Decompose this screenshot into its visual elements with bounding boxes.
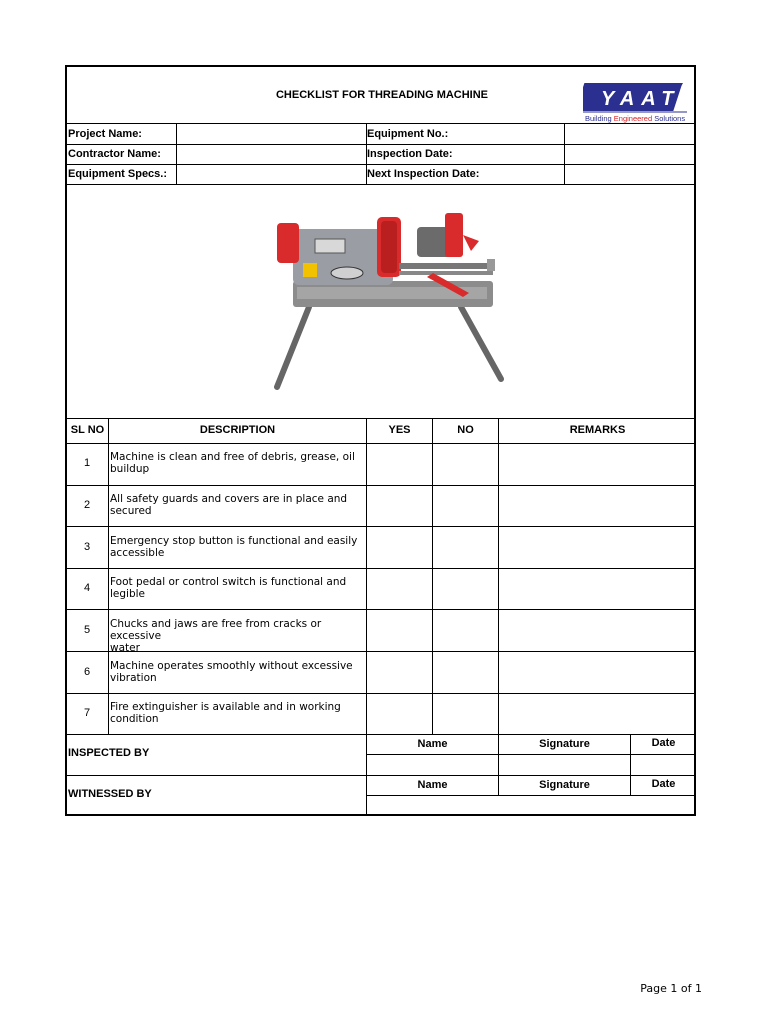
svg-text:YAAT: YAAT [601,88,681,110]
row-7-number: 7 [83,707,91,719]
header-description: DESCRIPTION [199,424,276,436]
page-number: Page 1 of 1 [640,982,702,995]
header-remarks: REMARKS [569,424,626,436]
next-inspection-date-field[interactable] [565,165,696,184]
row-6-description: Machine operates smoothly without excessive vibration [110,660,353,684]
svg-text:Building Engineered Solutions: Building Engineered Solutions [585,114,686,123]
row-1-no-cell[interactable] [433,444,498,485]
contractor-name-field[interactable] [177,145,366,164]
inspected-name-field[interactable] [367,755,498,775]
contractor-name-label: Contractor Name: [68,148,161,160]
witnessed-by-label: WITNESSED BY [68,788,152,800]
row-1-number: 1 [83,457,91,469]
row-3-number: 3 [83,541,91,553]
checklist-form [65,65,696,816]
row-2-number: 2 [83,499,91,511]
witnessed-name-header: Name [417,779,448,791]
row-3-description: Emergency stop button is functional and easily accessible [110,535,358,559]
threading-machine-image [249,195,549,395]
row-2-description: All safety guards and covers are in place and secured [110,493,348,517]
equipment-specs-field[interactable] [177,165,366,184]
header-no: NO [457,424,474,436]
project-name-label: Project Name: [68,128,142,140]
inspection-date-label: Inspection Date: [367,148,453,160]
row-5-number: 5 [83,624,91,636]
inspected-signature-header: Signature [539,738,590,750]
project-name-field[interactable] [177,124,366,144]
row-4-number: 4 [83,582,91,594]
form-title: CHECKLIST FOR THREADING MACHINE [275,89,489,101]
row-5-description: Chucks and jaws are free from cracks or excessive water [110,618,322,654]
inspected-by-label: INSPECTED BY [68,747,150,759]
inspected-date-field[interactable] [631,755,696,775]
inspected-name-header: Name [417,738,448,750]
inspected-signature-field[interactable] [499,755,630,775]
equipment-no-field[interactable] [565,124,696,144]
equipment-no-label: Equipment No.: [367,128,449,140]
row-7-description: Fire extinguisher is available and in working condition [110,701,341,725]
witnessed-signature-header: Signature [539,779,590,791]
next-inspection-date-label: Next Inspection Date: [367,168,480,180]
inspected-date-header: Date [651,737,676,749]
witnessed-details-field[interactable] [367,796,696,816]
row-6-number: 6 [83,666,91,678]
row-1-description: Machine is clean and free of debris, grease, oil buildup [110,451,355,475]
witnessed-date-header: Date [651,778,676,790]
yaat-logo [583,75,689,123]
row-1-remarks-cell[interactable] [499,444,696,485]
row-4-description: Foot pedal or control switch is functional and legible [110,576,347,600]
inspection-date-field[interactable] [565,145,696,164]
row-1-yes-cell[interactable] [367,444,432,485]
header-sl-no: SL NO [70,424,105,436]
header-yes: YES [388,424,411,436]
equipment-specs-label: Equipment Specs.: [68,168,168,180]
